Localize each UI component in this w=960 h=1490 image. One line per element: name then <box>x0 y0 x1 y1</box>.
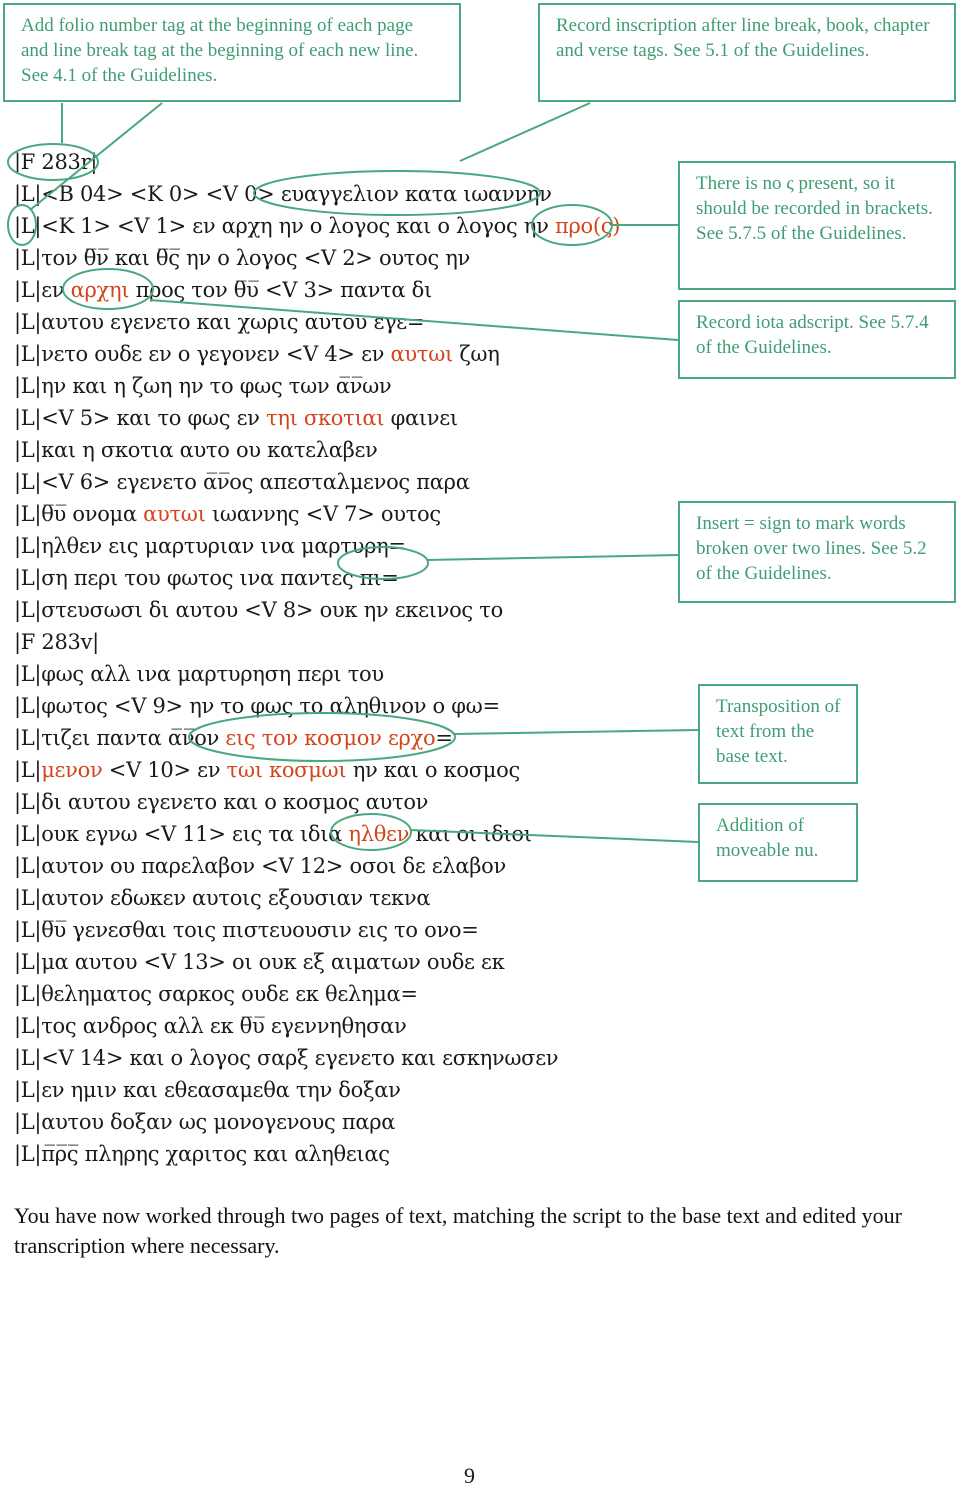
transcription-text: |L|<V 14> και ο λογος σαρξ εγενετο και εσκηνωσεν <box>14 1046 559 1070</box>
transcription-text: |L|και η σκοτια αυτο ου κατελαβεν <box>14 438 378 462</box>
transcription-text: ην και ο κοσμος <box>346 758 520 782</box>
highlighted-variant: αρχηι <box>70 278 130 302</box>
note-moveable-nu: Addition of moveable nu. <box>698 803 858 882</box>
transcription-text: |L|νετο ουδε εν ο γεγονεν <V 4> εν <box>14 342 391 366</box>
ellipse-folio-tag <box>8 144 98 180</box>
connector-split-word <box>427 555 678 560</box>
transcription-text: ζωη <box>452 342 500 366</box>
transcription-text: |L|<V 6> εγενετο α̅ν̅ος απεσταλμενος παρα <box>14 470 470 494</box>
transcription-text: |L|ουκ εγνω <V 11> εις τα ιδια <box>14 822 349 846</box>
note-split-word: Insert = sign to mark words broken over two lines. See 5.2 of the Guidelines. <box>678 501 956 603</box>
highlighted-variant: ηλθεν <box>348 822 410 846</box>
transcription-text: |L|μα αυτου <V 13> οι ουκ εξ αιματων ουδε εκ <box>14 950 505 974</box>
ellipse-iota-adscript <box>63 269 153 309</box>
transcription-text: |L|φως αλλ ινα μαρτυρηση περι του <box>14 662 384 686</box>
note-final-sigma: There is no ς present, so it should be recorded in brackets. See 5.7.5 of the Guidelines. <box>678 161 956 290</box>
transcription-text: |L|στευσωσι δι αυτου <V 8> ουκ ην εκεινος το <box>14 598 503 622</box>
transcription-text: |L|αυτον ου παρελαβον <V 12> οσοι δε ελαβον <box>14 854 506 878</box>
transcription-text: |L|αυτου εγενετο και χωρις αυτου εγε= <box>14 310 425 334</box>
transcription-text: |L|αυτου δοξαν ως μονογενους παρα <box>14 1110 396 1134</box>
transcription-text: = <box>435 726 453 750</box>
highlighted-variant: προ(ς) <box>554 214 621 238</box>
transcription-text: |L|ση περι του φωτος ινα παντες πι= <box>14 566 399 590</box>
transcription-text: φαινει <box>384 406 458 430</box>
highlighted-variant: τωι κοσμωι <box>226 758 347 782</box>
transcription-text: |L|θ̅υ̅ ονομα <box>14 502 144 526</box>
transcription-text: |L|π̅ρ̅ς̅ πληρης χαριτος και αληθειας <box>14 1142 390 1166</box>
highlighted-variant: μενον <box>41 758 103 782</box>
note-record-after-tags: Record inscription after line break, book, chapter and verse tags. See 5.1 of the Guidelines. <box>538 3 956 102</box>
ellipse-moveable-nu <box>331 814 411 850</box>
connector-record-after-tags <box>460 103 590 161</box>
transcription-text: |L|<K 1> <V 1> εν αρχη ην ο λογος και ο λογος ην <box>14 214 555 238</box>
highlighted-variant: αυτωι <box>143 502 206 526</box>
transcription-text: ιωαννης <V 7> ουτος <box>205 502 441 526</box>
transcription-text: |L|ηλθεν εις μαρτυριαν ινα μαρτυρη= <box>14 534 406 558</box>
highlighted-variant: εις τον κοσμον ερχο <box>225 726 436 750</box>
transcription-text: |L|αυτον εδωκεν αυτοις εξουσιαν τεκνα <box>14 886 431 910</box>
transcription-text: |L|τος ανδρος αλλ εκ θ̅υ̅ εγεννηθησαν <box>14 1014 407 1038</box>
highlighted-variant: αυτωι <box>390 342 453 366</box>
transcription-text: |F 283r| <box>14 150 98 174</box>
highlighted-variant: τηι σκοτιαι <box>266 406 385 430</box>
transcription-text: |L|τιζει παντα α̅ν̅ον <box>14 726 226 750</box>
ellipse-final-sigma <box>532 205 612 245</box>
ellipse-split-word <box>338 547 428 579</box>
transcription-text: |L|τον θ̅ν̅ και θ̅ς̅ ην ο λογος <V 2> ουτος ην <box>14 246 471 270</box>
transcription-text: |F 283v| <box>14 630 99 654</box>
connector-transposition <box>454 730 698 734</box>
transcription-text: |L|εν <box>14 278 71 302</box>
transcription-text: |L|<B 04> <K 0> <V 0> ευαγγελιον κατα ιωαννην <box>14 182 552 206</box>
transcription-text: |L|θεληματος σαρκος ουδε εκ θελημα= <box>14 982 418 1006</box>
transcription-text: |L|δι αυτου εγενετο και ο κοσμος αυτον <box>14 790 429 814</box>
note-folio-line-tags: Add folio number tag at the beginning of each page and line break tag at the beginning of each new line. See 4.1 of the Guidelines. <box>3 3 461 102</box>
page-number: 9 <box>464 1463 475 1488</box>
note-transposition: Transposition of text from the base text. <box>698 684 858 784</box>
transcription-text: |L|θ̅υ̅ γενεσθαι τοις πιστευουσιν εις το ονο= <box>14 918 479 942</box>
connector-line-tag <box>30 103 162 210</box>
transcription-text: |L| <box>14 758 42 782</box>
ellipse-transposition <box>189 713 455 761</box>
transcription-text: |L|ην και η ζωη ην το φως των α̅ν̅ων <box>14 374 392 398</box>
ellipse-book-tag <box>254 171 540 215</box>
transcription-text: |L|εν ημιν και εθεασαμεθα την δοξαν <box>14 1078 401 1102</box>
transcription-text: |L|φωτος <V 9> ην το φως το αληθινον ο φω= <box>14 694 500 718</box>
transcription-text: <V 10> εν <box>102 758 227 782</box>
connector-moveable-nu <box>410 830 698 842</box>
note-iota-adscript: Record iota adscript. See 5.7.4 of the Guidelines. <box>678 300 956 379</box>
connector-iota-adscript <box>150 300 678 340</box>
transcription-text: |L|<V 5> και το φως εν <box>14 406 267 430</box>
transcription-text: προς τον θ̅υ̅ <V 3> παντα δι <box>129 278 432 302</box>
ellipse-line-tag <box>8 205 36 245</box>
footer-text: You have now worked through two pages of text, matching the script to the base text and edited your transcription where necessary. <box>14 1203 902 1258</box>
transcription-text: και οι ιδιοι <box>409 822 532 846</box>
